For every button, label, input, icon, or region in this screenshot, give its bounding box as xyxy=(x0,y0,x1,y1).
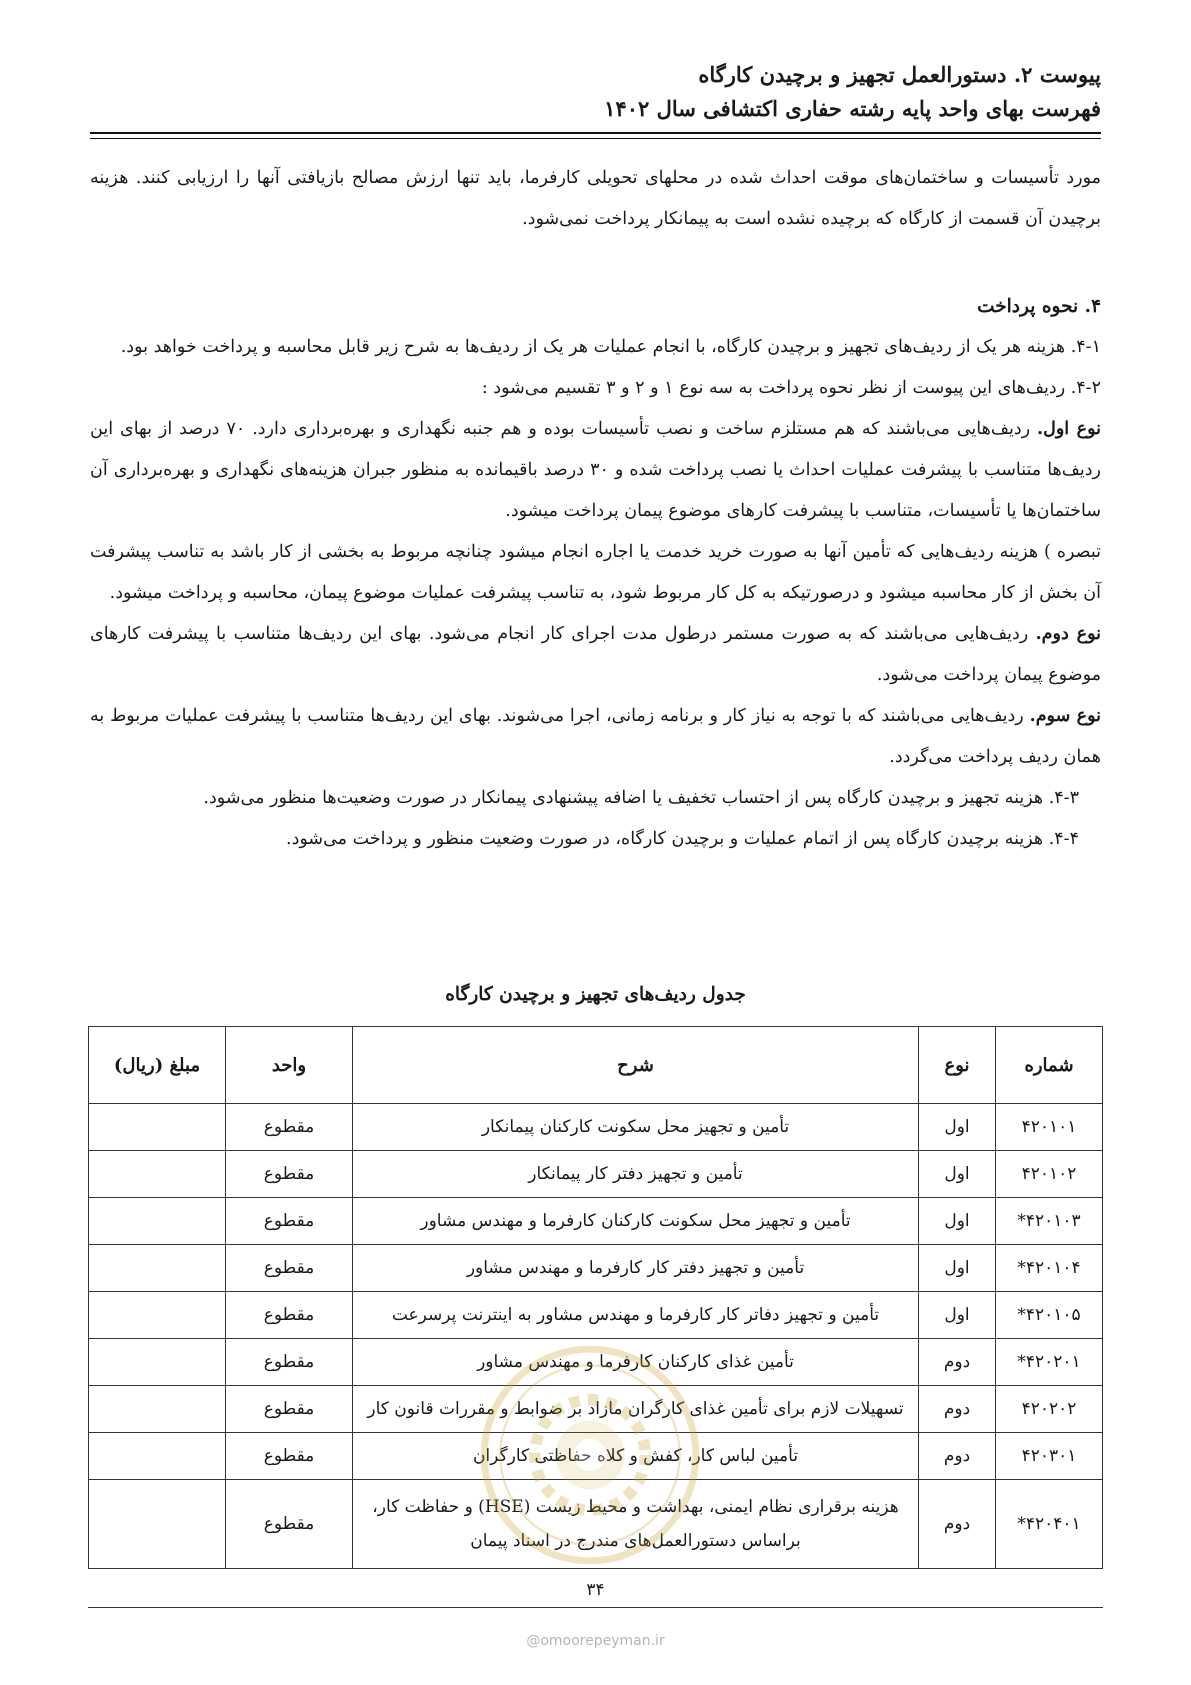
row-type: اول xyxy=(919,1292,996,1339)
row-amount xyxy=(89,1198,226,1245)
table-row xyxy=(89,1292,1103,1339)
row-number: ۴۲۰۴۰۱* xyxy=(996,1480,1103,1569)
row-amount xyxy=(89,1480,226,1569)
intro-paragraph: مورد تأسیسات و ساختمان‌های موقت احداث شده در محلهای تحویلی کارفرما، باید تنها ارزش مصالح بازیافتی آنها را ارزیابی کنند. هزینه برچیدن آن قسمت از کارگاه که برچیده نشده است به پیمانکار پرداخت نمی‌شود. xyxy=(90,168,1101,229)
row-amount xyxy=(89,1386,226,1433)
header-appendix-title: پیوست ۲. دستورالعمل تجهیز و برچیدن کارگاه xyxy=(698,62,1101,87)
document-body xyxy=(90,158,1101,860)
row-amount xyxy=(89,1104,226,1151)
row-type: اول xyxy=(919,1198,996,1245)
row-unit: مقطوع xyxy=(226,1104,353,1151)
row-number: ۴۲۰۱۰۱ xyxy=(996,1104,1103,1151)
type-3-text: ردیف‌هایی می‌باشند که با توجه به نیاز کار و برنامه زمانی، اجرا می‌شوند. بهای این ردیف‌ها متناسب با پیشرفت عملیات مربوط به همان ردیف پرداخت می‌گردد. xyxy=(90,706,1101,767)
paragraph-type-1 xyxy=(90,409,1101,532)
footer-divider xyxy=(88,1607,1103,1608)
type-2-label: نوع دوم. xyxy=(1035,624,1101,644)
table-row xyxy=(89,1104,1103,1151)
row-unit: مقطوع xyxy=(226,1292,353,1339)
paragraph-note: تبصره ) هزینه ردیف‌هایی که تأمین آنها به صورت خرید خدمت یا اجاره انجام میشود چنانچه مربوط به بخشی از کار باشد به تناسب پیشرفت آن بخش از کار محاسبه میشود و درصورتیکه به کل کار مربوط شود، به تناسب پیشرفت عملیات موضوع پیمان، محاسبه و پرداخت میشود. xyxy=(90,542,1101,603)
row-amount xyxy=(89,1339,226,1386)
table-row xyxy=(89,1198,1103,1245)
type-2-text: ردیف‌هایی می‌باشند که به صورت مستمر درطول مدت اجرای کار انجام می‌شود. بهای این ردیف‌ها متناسب با پیشرفت کارهای موضوع پیمان پرداخت می‌شود. xyxy=(90,624,1101,685)
paragraph-4-1: ۴-۱. هزینه هر یک از ردیف‌های تجهیز و برچیدن کارگاه، با انجام عملیات هر یک از ردیف‌ها به شرح زیر قابل محاسبه و پرداخت خواهد بود. xyxy=(120,337,1101,357)
table-title: جدول ردیف‌های تجهیز و برچیدن کارگاه xyxy=(445,984,746,1005)
row-number: ۴۲۰۱۰۴* xyxy=(996,1245,1103,1292)
row-description: تأمین غذای کارکنان کارفرما و مهندس مشاور xyxy=(353,1339,919,1386)
row-number: ۴۲۰۱۰۳* xyxy=(996,1198,1103,1245)
row-description: تأمین و تجهیز محل سکونت کارکنان پیمانکار xyxy=(353,1104,919,1151)
paragraph-4-4: ۴-۴. هزینه برچیدن کارگاه پس از اتمام عملیات و برچیدن کارگاه، در صورت وضعیت منظور و پرداخت می‌شود. xyxy=(286,829,1079,849)
table-row xyxy=(89,1151,1103,1198)
header-type: نوع xyxy=(919,1027,996,1104)
row-amount xyxy=(89,1151,226,1198)
row-type: اول xyxy=(919,1245,996,1292)
row-unit: مقطوع xyxy=(226,1480,353,1569)
row-number: ۴۲۰۱۰۲ xyxy=(996,1151,1103,1198)
page-number: ۳۴ xyxy=(586,1580,605,1600)
header-number: شماره xyxy=(996,1027,1103,1104)
header-divider xyxy=(90,132,1101,139)
row-number: ۴۲۰۲۰۱* xyxy=(996,1339,1103,1386)
row-unit: مقطوع xyxy=(226,1433,353,1480)
row-type: دوم xyxy=(919,1386,996,1433)
row-type: اول xyxy=(919,1104,996,1151)
section-title-payment: ۴. نحوه پرداخت xyxy=(977,296,1101,317)
row-description: تأمین و تجهیز دفتر کار کارفرما و مهندس مشاور xyxy=(353,1245,919,1292)
type-1-label: نوع اول. xyxy=(1037,419,1102,439)
row-unit: مقطوع xyxy=(226,1339,353,1386)
row-unit: مقطوع xyxy=(226,1386,353,1433)
row-type: دوم xyxy=(919,1433,996,1480)
row-type: دوم xyxy=(919,1339,996,1386)
row-description: تأمین و تجهیز دفتر کار پیمانکار xyxy=(353,1151,919,1198)
paragraph-type-2 xyxy=(90,614,1101,696)
spacer xyxy=(90,240,1101,286)
row-number: ۴۲۰۳۰۱ xyxy=(996,1433,1103,1480)
paragraph-4-3: ۴-۳. هزینه تجهیز و برچیدن کارگاه پس از احتساب تخفیف یا اضافه پیشنهادی پیمانکار در صورت وضعیت‌ها منظور می‌شود. xyxy=(203,788,1079,808)
row-amount xyxy=(89,1433,226,1480)
row-description-line: هزینه برقراری نظام ایمنی، بهداشت و محیط زیست (HSE) و حفاظت کار، xyxy=(372,1497,899,1517)
header-description: شرح xyxy=(353,1027,919,1104)
row-description-line: براساس دستورالعمل‌های مندرج در اسناد پیمان xyxy=(470,1531,801,1551)
type-1-text: ردیف‌هایی می‌باشند که هم مستلزم ساخت و نصب تأسیسات بوده و هم جنبه نگهداری و بهره‌برداری دارد. ۷۰ درصد از بهای این ردیف‌ها متناسب با پیشرفت عملیات احداث یا نصب پرداخت شده و ۳۰ درصد باقیمانده به منظور جبران هزینه‌های نگهداری و بهره‌برداری آن ساختمان‌ها یا تأسیسات، متناسب با پیشرفت کارهای موضوع پیمان پرداخت میشود. xyxy=(90,419,1101,521)
row-type: اول xyxy=(919,1151,996,1198)
row-type: دوم xyxy=(919,1480,996,1569)
paragraph-4-2: ۴-۲. ردیف‌های این پیوست از نظر نحوه پرداخت به سه نوع ۱ و ۲ و ۳ تقسیم می‌شود : xyxy=(481,378,1101,398)
header-unit: واحد xyxy=(226,1027,353,1104)
row-unit: مقطوع xyxy=(226,1245,353,1292)
organization-seal-watermark xyxy=(475,1340,705,1570)
paragraph-type-3 xyxy=(90,696,1101,778)
header-amount: مبلغ (ریال) xyxy=(89,1027,226,1104)
table-header-row xyxy=(89,1027,1103,1104)
row-unit: مقطوع xyxy=(226,1198,353,1245)
type-3-label: نوع سوم. xyxy=(1029,706,1102,726)
row-number: ۴۲۰۱۰۵* xyxy=(996,1292,1103,1339)
row-description: تأمین و تجهیز محل سکونت کارکنان کارفرما و مهندس مشاور xyxy=(353,1198,919,1245)
row-description: تأمین لباس کار، کفش و کلاه حفاظتی کارگران xyxy=(353,1433,919,1480)
page-header xyxy=(90,58,1101,126)
table-row xyxy=(89,1245,1103,1292)
row-description: تسهیلات لازم برای تأمین غذای کارگران مازاد بر ضوابط و مقررات قانون کار xyxy=(353,1386,919,1433)
row-amount xyxy=(89,1245,226,1292)
header-price-list-title: فهرست بهای واحد پایه رشته حفاری اکتشافی سال ۱۴۰۲ xyxy=(604,96,1101,121)
row-description: تأمین و تجهیز دفاتر کار کارفرما و مهندس مشاور به اینترنت پرسرعت xyxy=(353,1292,919,1339)
row-number: ۴۲۰۲۰۲ xyxy=(996,1386,1103,1433)
row-unit: مقطوع xyxy=(226,1151,353,1198)
row-amount xyxy=(89,1292,226,1339)
website-watermark: @omoorepeyman.ir xyxy=(526,1633,665,1649)
